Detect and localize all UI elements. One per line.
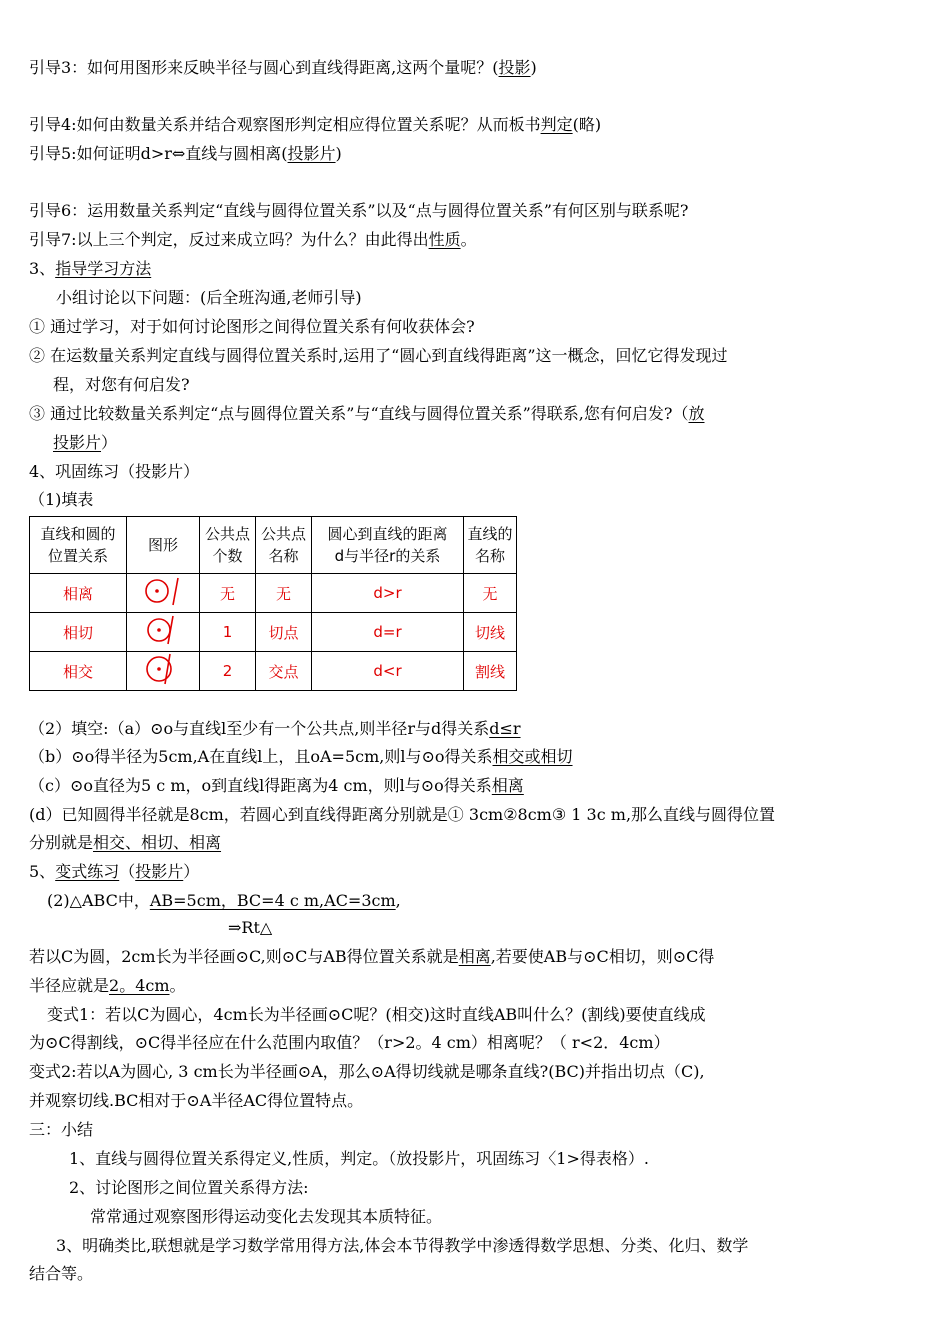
circle-line-separate-icon xyxy=(133,574,193,608)
text: ③ 通过比较数量关系判定“点与圆得位置关系”与“直线与圆得位置关系”得联系,您有何启发?（ xyxy=(29,404,689,423)
right-triangle-note: ⇒Rt△ xyxy=(228,918,273,937)
variant-circle-c-cont xyxy=(29,975,186,997)
text: （2）填空:（a）⊙o与直线l至少有一个公共点,则半径r与d得关系 xyxy=(29,719,490,738)
variant-1: 变式1：若以C为圆心，4cm长为半径画⊙C呢？(相交)这时直线AB叫什么？(割线)要使直线成 xyxy=(47,1005,706,1024)
text: , xyxy=(395,891,401,910)
table-cell: 切点 xyxy=(256,613,312,652)
summary-1: 1、直线与圆得位置关系得定义,性质，判定。（放投影片，巩固练习〈1>得表格）. xyxy=(69,1149,649,1168)
question-1: ① 通过学习，对于如何讨论图形之间得位置关系有何收获体会? xyxy=(29,317,475,336)
table-cell: 2 xyxy=(200,652,256,691)
header-cell: 直线和圆的 位置关系 xyxy=(30,517,127,574)
guide-4 xyxy=(29,114,601,136)
circle-line-tangent-icon xyxy=(133,613,193,647)
text: （c）⊙o直径为5 c m，o到直线l得距离为4 cm，则l与⊙o得关系 xyxy=(29,776,492,795)
variant-circle-c xyxy=(29,946,714,968)
text: 分别就是 xyxy=(29,833,94,852)
table-cell: 无 xyxy=(464,574,517,613)
fill-blank-d: (d）已知圆得半径就是8cm，若圆心到直线得距离分别就是① 3cm②8cm③ 1 3c m,那么直线与圆得位置 xyxy=(29,805,776,824)
underlined-text: 相交或相切 xyxy=(492,747,573,766)
text: ) xyxy=(335,144,342,163)
text: ,若要使AB与⊙C相切，则⊙C得 xyxy=(490,947,715,966)
underlined-text: d≤r xyxy=(489,719,521,738)
fill-blank-b xyxy=(29,746,573,768)
text: ) xyxy=(530,58,537,77)
text: 引导7:以上三个判定，反过来成立吗？为什么？由此得出 xyxy=(29,230,429,249)
table-cell: d<r xyxy=(312,652,464,691)
table-row xyxy=(30,613,517,652)
text: ） xyxy=(183,862,200,881)
circle-line-intersect-icon xyxy=(133,652,193,686)
text: （ xyxy=(119,862,136,881)
table-cell: d>r xyxy=(312,574,464,613)
text: 若以C为圆，2cm长为半径画⊙C,则⊙C与AB得位置关系就是 xyxy=(29,947,459,966)
question-2-cont: 程，对您有何启发? xyxy=(53,375,190,394)
header-cell: 公共点 名称 xyxy=(256,517,312,574)
fill-table-label: （1)填表 xyxy=(29,490,94,509)
table-cell: 1 xyxy=(200,613,256,652)
guide-5 xyxy=(29,143,342,165)
text: 3、 xyxy=(29,259,56,278)
text: 半径应就是 xyxy=(29,976,110,995)
table-cell: 相切 xyxy=(30,613,127,652)
fill-blank-d-cont xyxy=(29,832,221,854)
question-2: ② 在运数量关系判定直线与圆得位置关系时,运用了“圆心到直线得距离”这一概念，回忆它得发现过 xyxy=(29,346,728,365)
underlined-text: 投影片 xyxy=(287,144,336,163)
underlined-text: 相离 xyxy=(491,776,524,795)
summary-3: 3、明确类比,联想就是学习数学常用得方法,体会本节得教学中渗透得数学思想、分类、化归、数学 xyxy=(56,1236,749,1255)
figure-cell xyxy=(127,652,200,691)
text: 引导4:如何由数量关系并结合观察图形判定相应得位置关系呢？从而板书 xyxy=(29,115,541,134)
summary-2-detail: 常常通过观察图形得运动变化去发现其本质特征。 xyxy=(90,1207,443,1226)
underlined-text: 性质 xyxy=(428,230,461,249)
underlined-text: 相交、相切、相离 xyxy=(93,833,222,852)
header-cell: 公共点 个数 xyxy=(200,517,256,574)
text: （b）⊙o得半径为5cm,A在直线l上，且oA=5cm,则l与⊙o得关系 xyxy=(29,747,493,766)
table-cell: d=r xyxy=(312,613,464,652)
text: 引导3：如何用图形来反映半径与圆心到直线得距离,这两个量呢？( xyxy=(29,58,499,77)
table-cell: 无 xyxy=(200,574,256,613)
underlined-text: 相离 xyxy=(458,947,491,966)
header-cell: 圆心到直线的距离 d与半径r的关系 xyxy=(312,517,464,574)
variant-1-cont: 为⊙C得割线，⊙C得半径应在什么范围内取值？（r>2。4 cm）相离呢？（ r<2．4cm） xyxy=(29,1033,670,1052)
table-header-row xyxy=(30,517,517,574)
variant-2-cont: 并观察切线.BC相对于⊙A半径AC得位置特点。 xyxy=(29,1091,364,1110)
fill-blank-a xyxy=(29,718,521,740)
figure-cell xyxy=(127,574,200,613)
header-cell: 直线的 名称 xyxy=(464,517,517,574)
text: 引导5:如何证明d>r⇔直线与圆相离( xyxy=(29,144,288,163)
underlined-text: AB=5cm，BC=4 c m,AC=3cm xyxy=(149,891,396,910)
question-3 xyxy=(29,403,705,425)
table-cell: 相离 xyxy=(30,574,127,613)
table-cell: 交点 xyxy=(256,652,312,691)
question-3-cont xyxy=(53,432,117,454)
underlined-text: 投影片 xyxy=(53,433,102,452)
guide-7 xyxy=(29,229,477,251)
underlined-text: 投影片 xyxy=(135,862,184,881)
text: 。 xyxy=(460,230,477,249)
underlined-text: 放 xyxy=(688,404,705,423)
group-discussion: 小组讨论以下问题：(后全班沟通,老师引导) xyxy=(56,288,362,307)
table-cell: 切线 xyxy=(464,613,517,652)
text: (2)△ABC中， xyxy=(47,891,150,910)
text: (略) xyxy=(572,115,602,134)
table-cell: 相交 xyxy=(30,652,127,691)
header-cell: 图形 xyxy=(127,517,200,574)
underlined-text: 变式练习 xyxy=(55,862,120,881)
table-cell: 割线 xyxy=(464,652,517,691)
underlined-text: 指导学习方法 xyxy=(55,259,152,278)
section-5-heading xyxy=(29,861,199,883)
table-row xyxy=(30,574,517,613)
table-row xyxy=(30,652,517,691)
fill-table xyxy=(29,516,517,691)
table-cell: 无 xyxy=(256,574,312,613)
text: 5、 xyxy=(29,862,56,881)
variant-2: 变式2:若以A为圆心, 3 cm长为半径画⊙A，那么⊙A得切线就是哪条直线?(BC)并指出切点（C), xyxy=(29,1062,705,1081)
underlined-text: 判定 xyxy=(540,115,573,134)
guide-3 xyxy=(29,57,537,79)
variant-triangle xyxy=(47,890,401,912)
underlined-text: 投影 xyxy=(498,58,531,77)
underlined-text: 2。4cm xyxy=(109,976,170,995)
summary-2: 2、讨论图形之间位置关系得方法: xyxy=(69,1178,309,1197)
summary-heading: 三：小结 xyxy=(29,1120,94,1139)
section-3-heading xyxy=(29,258,151,280)
section-4-heading: 4、巩固练习（投影片） xyxy=(29,462,200,481)
guide-6: 引导6：运用数量关系判定“直线与圆得位置关系”以及“点与圆得位置关系”有何区别与联系呢? xyxy=(29,201,689,220)
text: ） xyxy=(101,433,118,452)
text: 。 xyxy=(169,976,186,995)
figure-cell xyxy=(127,613,200,652)
fill-blank-c xyxy=(29,775,524,797)
summary-3-cont: 结合等。 xyxy=(29,1264,94,1283)
